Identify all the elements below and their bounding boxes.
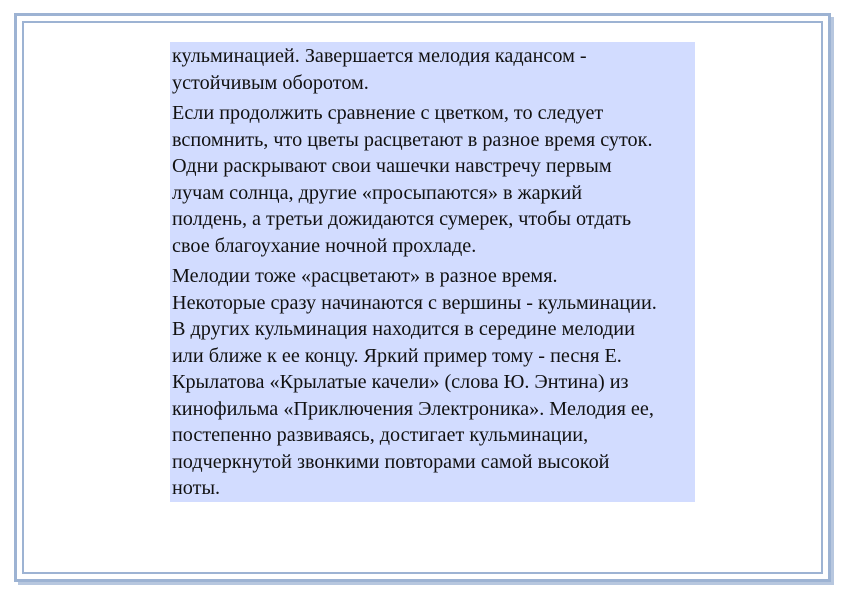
text-line: лучам солнца, другие «просыпаются» в жаркий: [172, 181, 583, 204]
text-line: полдень, а третьи дожидаются сумерек, чтобы отдать: [172, 208, 632, 230]
text-line: подчеркнутой звонкими повторами самой высокой: [172, 450, 610, 473]
paragraph-3: [172, 263, 693, 502]
paragraph-1: [172, 42, 693, 96]
text-line: вспомнить, что цветы расцветают в разное время суток.: [172, 128, 653, 151]
text-line: Некоторые сразу начинаются с вершины - кульминации.: [172, 291, 657, 314]
text-line: В других кульминация находится в середине мелодии: [172, 318, 635, 340]
frame-shadow-right: [831, 17, 834, 585]
paragraph-2: [172, 100, 693, 259]
text-line: кинофильма «Приключения Электроника». Мелодия ее,: [172, 397, 654, 420]
text-line: свое благоухание ночной прохладе.: [172, 234, 477, 257]
text-line: Крылатова «Крылатые качели» (слова Ю. Энтина) из: [172, 371, 629, 393]
text-line: постепенно развиваясь, достигает кульминации,: [172, 424, 589, 446]
text-line: Одни раскрывают свои чашечки навстречу первым: [172, 155, 612, 177]
text-line: ноты.: [172, 477, 221, 499]
text-line: кульминацией. Завершается мелодия кадансом -: [172, 45, 587, 67]
text-line: устойчивым оборотом.: [172, 71, 369, 94]
frame-shadow-bottom: [18, 582, 834, 585]
text-line: Если продолжить сравнение с цветком, то следует: [172, 102, 604, 124]
text-line: Мелодии тоже «расцветают» в разное время.: [172, 265, 558, 287]
text-block: [170, 42, 695, 502]
text-line: или ближе к ее концу. Яркий пример тому - песня Е.: [172, 344, 622, 367]
